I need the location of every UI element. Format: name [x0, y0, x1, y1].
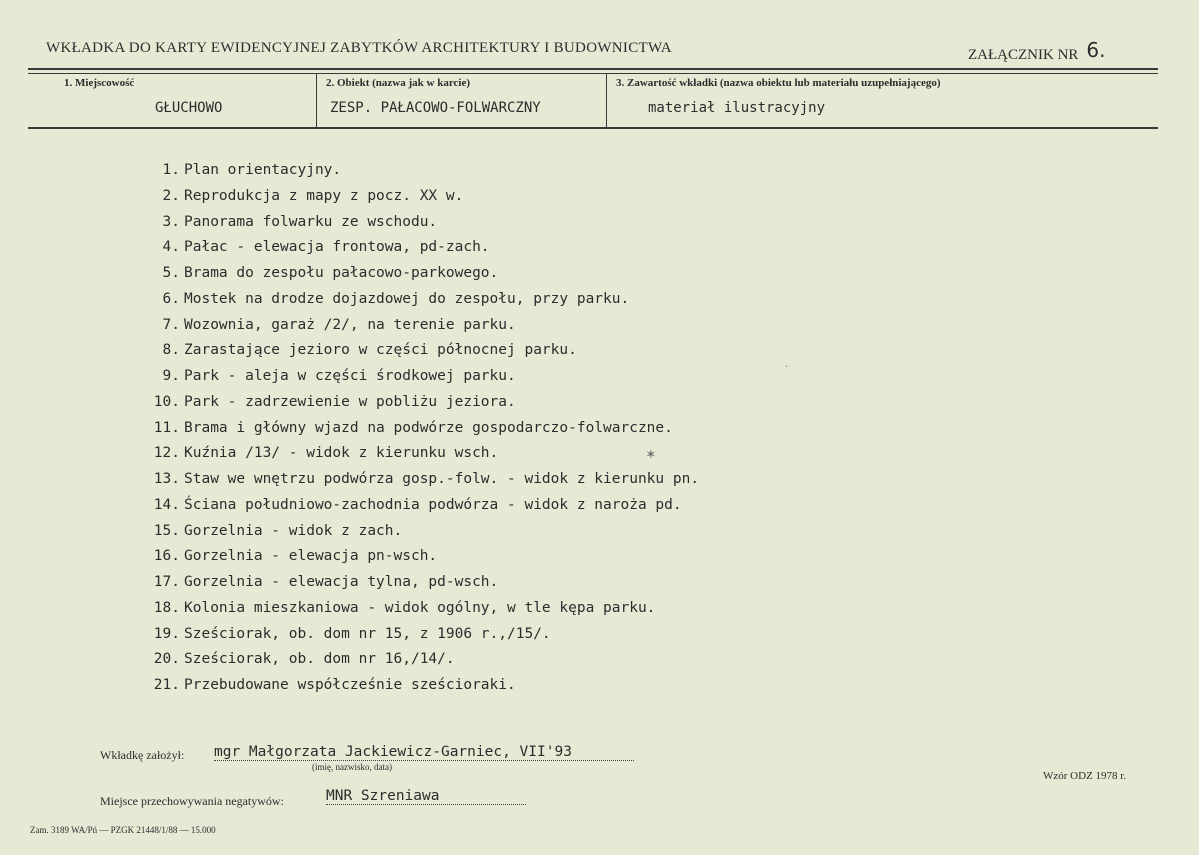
- item-text: Plan orientacyjny.: [184, 162, 342, 178]
- list-item: [140, 235, 699, 261]
- item-number: 12.: [153, 445, 180, 462]
- item-text: Pałac - elewacja frontowa, pd-zach.: [184, 239, 490, 256]
- item-number: 18.: [153, 599, 180, 616]
- locality-label: 1. Miejscowość: [64, 77, 135, 89]
- negatives-value: MNR Szreniawa: [326, 788, 526, 805]
- item-text: Brama do zespołu pałacowo-parkowego.: [184, 265, 499, 281]
- item-text: Zarastające jezioro w części północnej parku.: [184, 342, 577, 359]
- author-label: Wkładkę założył:: [100, 748, 185, 762]
- column-divider: [316, 73, 317, 128]
- list-item: [140, 647, 699, 673]
- item-number: 21.: [153, 677, 180, 693]
- ink-dot-icon: ·: [785, 362, 789, 373]
- item-number: 9.: [162, 368, 180, 384]
- item-number: 7.: [162, 316, 180, 333]
- item-number: 17.: [153, 574, 180, 590]
- list-item: [140, 596, 699, 622]
- list-item: [140, 287, 699, 313]
- header-rule-top: [28, 68, 1158, 70]
- item-text: Park - aleja w części środkowej parku.: [184, 368, 516, 384]
- list-item: [140, 570, 699, 596]
- annex-number: 6.: [1086, 38, 1106, 62]
- item-number: 10.: [153, 393, 180, 410]
- list-item: [140, 261, 699, 287]
- item-text: Reprodukcja z mapy z pocz. XX w.: [184, 187, 464, 204]
- object-label: 2. Obiekt (nazwa jak w karcie): [326, 77, 471, 89]
- item-text: Kuźnia /13/ - widok z kierunku wsch.: [184, 445, 499, 462]
- print-info: Zam. 3189 WA/Pń — PZGK 21448/1/88 — 15.000: [30, 825, 216, 835]
- list-item: [140, 673, 699, 699]
- item-text: Gorzelnia - widok z zach.: [184, 522, 403, 539]
- item-text: Sześciorak, ob. dom nr 16,/14/.: [184, 651, 455, 668]
- author-value: mgr Małgorzata Jackiewicz-Garniec, VII'93: [214, 744, 634, 761]
- list-item: [140, 338, 699, 364]
- item-text: Kolonia mieszkaniowa - widok ogólny, w tle kępa parku.: [184, 599, 656, 616]
- item-text: Gorzelnia - elewacja pn-wsch.: [184, 548, 438, 565]
- list-item: [140, 622, 699, 648]
- list-item: [140, 184, 699, 210]
- list-item: [140, 493, 699, 519]
- contents-label: 3. Zawartość wkładki (nazwa obiektu lub materiału uzupełniającego): [616, 77, 941, 89]
- illustration-list: [140, 158, 699, 699]
- item-text: Panorama folwarku ze wschodu.: [184, 213, 438, 230]
- item-number: 3.: [162, 213, 180, 230]
- item-text: Staw we wnętrzu podwórza gosp.-folw. - widok z kierunku pn.: [184, 471, 700, 487]
- item-number: 6.: [162, 290, 180, 307]
- list-item: [140, 364, 699, 390]
- locality-value: GŁUCHOWO: [155, 100, 223, 116]
- item-number: 14.: [153, 496, 180, 513]
- form-title: WKŁADKA DO KARTY EWIDENCYJNEJ ZABYTKÓW ARCHITEKTURY I BUDOWNICTWA: [46, 40, 672, 56]
- item-text: Przebudowane współcześnie sześcioraki.: [184, 677, 516, 693]
- item-text: Wozownia, garaż /2/, na terenie parku.: [184, 316, 516, 333]
- item-number: 8.: [162, 342, 180, 359]
- item-number: 15.: [153, 522, 180, 539]
- list-item: [140, 313, 699, 339]
- header-rule-bottom: [28, 127, 1158, 129]
- form-version: Wzór ODZ 1978 r.: [1043, 770, 1127, 782]
- item-text: Mostek na drodze dojazdowej do zespołu, przy parku.: [184, 290, 630, 307]
- list-item: [140, 467, 699, 493]
- list-item: [140, 158, 699, 184]
- column-divider: [606, 73, 607, 128]
- item-number: 11.: [153, 419, 180, 436]
- negatives-label: Miejsce przechowywania negatywów:: [100, 794, 284, 808]
- item-text: Gorzelnia - elewacja tylna, pd-wsch.: [184, 574, 499, 590]
- annex-label-text: ZAŁĄCZNIK NR: [968, 47, 1079, 63]
- header-rule-mid: [28, 73, 1158, 74]
- item-text: Brama i główny wjazd na podwórze gospodarczo-folwarczne.: [184, 419, 673, 436]
- item-text: Ściana południowo-zachodnia podwórza - widok z naroża pd.: [184, 496, 682, 513]
- object-value: ZESP. PAŁACOWO-FOLWARCZNY: [330, 100, 541, 116]
- list-item: [140, 210, 699, 236]
- item-number: 2.: [162, 187, 180, 204]
- list-item: [140, 544, 699, 570]
- list-item: [140, 416, 699, 442]
- list-item: [140, 519, 699, 545]
- ink-smudge-icon: ✶: [645, 447, 657, 463]
- item-number: 16.: [153, 548, 180, 565]
- item-number: 13.: [153, 471, 180, 487]
- item-number: 20.: [153, 651, 180, 668]
- list-item: [140, 441, 699, 467]
- contents-value: materiał ilustracyjny: [648, 100, 826, 116]
- item-text: Park - zadrzewienie w pobliżu jeziora.: [184, 393, 516, 410]
- annex-label: [968, 40, 1106, 64]
- item-number: 5.: [162, 265, 180, 281]
- author-caption: (imię, nazwisko, data): [312, 762, 392, 772]
- item-text: Sześciorak, ob. dom nr 15, z 1906 r.,/15/.: [184, 625, 551, 642]
- list-item: [140, 390, 699, 416]
- item-number: 4.: [162, 239, 180, 256]
- item-number: 19.: [153, 625, 180, 642]
- item-number: 1.: [162, 162, 180, 178]
